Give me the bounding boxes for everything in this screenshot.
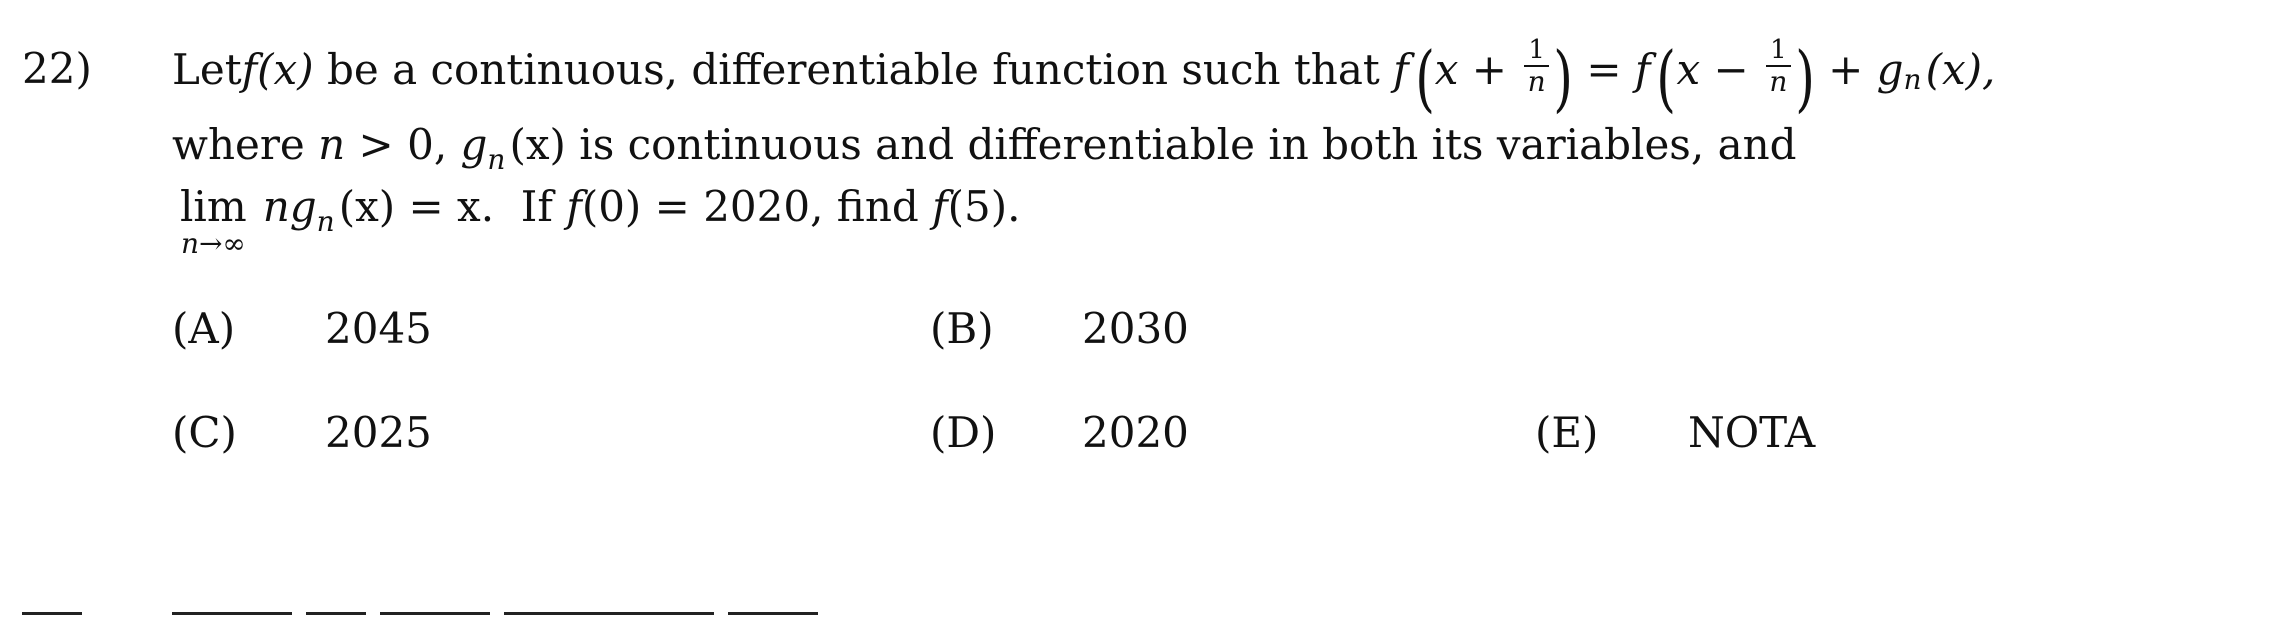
text: where (172, 120, 319, 169)
math-f: f (566, 182, 582, 231)
math-f: f (1393, 45, 1409, 94)
math-g: g (289, 182, 317, 231)
fraction-numerator: 1 (1766, 35, 1791, 67)
option-d-label[interactable]: (D) (930, 408, 997, 457)
question-line-2 (172, 120, 1797, 176)
option-a-value[interactable]: 2045 (325, 304, 432, 353)
math-x: x (1434, 45, 1459, 94)
math-plus: + (1814, 45, 1877, 94)
option-d-value[interactable]: 2020 (1082, 408, 1189, 457)
fraction-numerator: 1 (1524, 35, 1549, 67)
option-e-value[interactable]: NOTA (1688, 408, 1816, 457)
math-rparen: ) (1794, 36, 1815, 120)
math-rparen: ) (1553, 36, 1573, 120)
limit-subscript: n→∞ (180, 227, 246, 260)
math-plus: + (1458, 45, 1521, 94)
text: (5). (947, 182, 1021, 231)
math-n: n (318, 120, 346, 169)
math-lparen: ( (1656, 36, 1677, 120)
math-arg: (x), (1925, 45, 1996, 94)
option-b-value[interactable]: 2030 (1082, 304, 1189, 353)
math-minus: − (1700, 45, 1763, 94)
option-b-label[interactable]: (B) (930, 304, 994, 353)
text: Let (172, 45, 242, 94)
math-equals: = (1572, 45, 1635, 94)
limit-operator (172, 182, 255, 260)
math-g: g (460, 120, 488, 169)
math-subscript: n (316, 205, 335, 238)
math-f: f (932, 182, 948, 231)
next-question-fragment (22, 612, 102, 619)
fraction-denominator: n (1527, 65, 1546, 98)
option-c-label[interactable]: (C) (172, 408, 237, 457)
text: (0) = 2020, find (581, 182, 933, 231)
option-e-label[interactable]: (E) (1535, 408, 1599, 457)
option-c-value[interactable]: 2025 (325, 408, 432, 457)
math-f: f (241, 45, 258, 94)
option-a-label[interactable]: (A) (172, 304, 236, 353)
question-number: 22) (22, 44, 92, 93)
fraction-denominator: n (1769, 65, 1788, 98)
text: (x) is continuous and differentiable in both its variables, and (509, 120, 1797, 169)
next-question-text-fragment (172, 612, 832, 619)
question-line-3 (172, 182, 1021, 260)
math-lparen: ( (1414, 36, 1435, 120)
text: (x) = x. If (338, 182, 567, 231)
limit-expression (262, 182, 1021, 238)
math-arg: (x) (257, 45, 314, 94)
fraction-one-over-n (1524, 35, 1549, 97)
math-g: g (1876, 45, 1904, 94)
text: be a continuous, differentiable function such that (313, 45, 1394, 94)
fraction-one-over-n (1766, 35, 1791, 97)
math-subscript: n (487, 143, 506, 176)
question-line-1 (172, 30, 1996, 120)
math-n: n (262, 182, 290, 231)
math-x: x (1676, 45, 1701, 94)
math-subscript: n (1903, 63, 1922, 96)
math-f: f (1634, 45, 1651, 94)
text: > 0, (345, 120, 461, 169)
limit-text: lim (180, 182, 247, 231)
